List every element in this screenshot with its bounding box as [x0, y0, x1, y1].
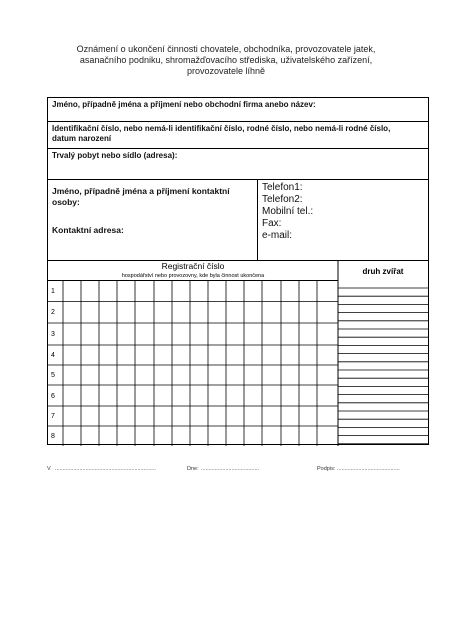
notification-form: [47, 97, 429, 445]
email-label: e-mail:: [262, 230, 293, 241]
contact-section: [48, 180, 428, 261]
row-number: 6: [51, 393, 55, 400]
identification-field[interactable]: [48, 122, 428, 149]
animal-type-lines: [338, 288, 428, 444]
date-field[interactable]: ......................................: [201, 466, 260, 472]
mobile-label: Mobilní tel.:: [262, 206, 314, 217]
form-title-line: Oznámení o ukončení činnosti chovatele, obchodníka, provozovatele jatek,: [76, 44, 376, 54]
registration-row-lines: [48, 302, 338, 427]
date-label: Dne:: [187, 466, 199, 472]
contact-details-field[interactable]: [258, 180, 428, 260]
place-field[interactable]: ..................................................................: [55, 466, 156, 472]
row-number: 1: [51, 288, 55, 295]
place-label: V: [47, 466, 51, 472]
row-number: 3: [51, 331, 55, 338]
contact-person-field[interactable]: [48, 180, 258, 260]
form-title: [40, 44, 412, 77]
animal-type-header: druh zvířat: [362, 267, 404, 276]
signature-label: Podpis:: [317, 466, 336, 472]
row-number: 4: [51, 352, 55, 359]
row-number: 5: [51, 372, 55, 379]
registration-digit-grid: [63, 281, 317, 447]
registration-table: [48, 261, 428, 446]
contact-address-label: Kontaktní adresa:: [52, 225, 124, 235]
contact-person-label: Jméno, případně jména a příjmení kontaktní: [52, 186, 230, 196]
contact-person-label-2: osoby:: [52, 197, 80, 207]
residence-field[interactable]: [48, 149, 428, 180]
name-field[interactable]: [48, 98, 428, 122]
phone1-label: Telefon1:: [262, 182, 303, 193]
row-number: 7: [51, 413, 55, 420]
registration-number-subheader: hospodářství nebo provozovny, kde byla činnost ukončena: [121, 273, 265, 279]
identification-field-label: Identifikační číslo, nebo nemá-li identifikační číslo, rodné číslo, nebo nemá-li rodné číslo,: [52, 124, 391, 133]
registration-number-header: Registrační číslo: [161, 261, 225, 271]
signature-field[interactable]: .........................................: [337, 466, 400, 472]
form-title-line: provozovatele líhně: [186, 66, 266, 76]
phone2-label: Telefon2:: [262, 194, 303, 205]
fax-label: Fax:: [262, 218, 282, 229]
name-field-label: Jméno, případně jména a příjmení nebo obchodní firma anebo název:: [52, 100, 316, 109]
row-number: 2: [51, 309, 55, 316]
row-number: 8: [51, 433, 55, 440]
residence-field-label: Trvalý pobyt nebo sídlo (adresa):: [52, 151, 178, 160]
identification-field-label-2: datum narození: [52, 134, 112, 143]
row-numbers: [51, 288, 55, 440]
form-title-line: asanačního podniku, shromažďovacího střediska, uživatelského zařízení,: [79, 55, 373, 65]
